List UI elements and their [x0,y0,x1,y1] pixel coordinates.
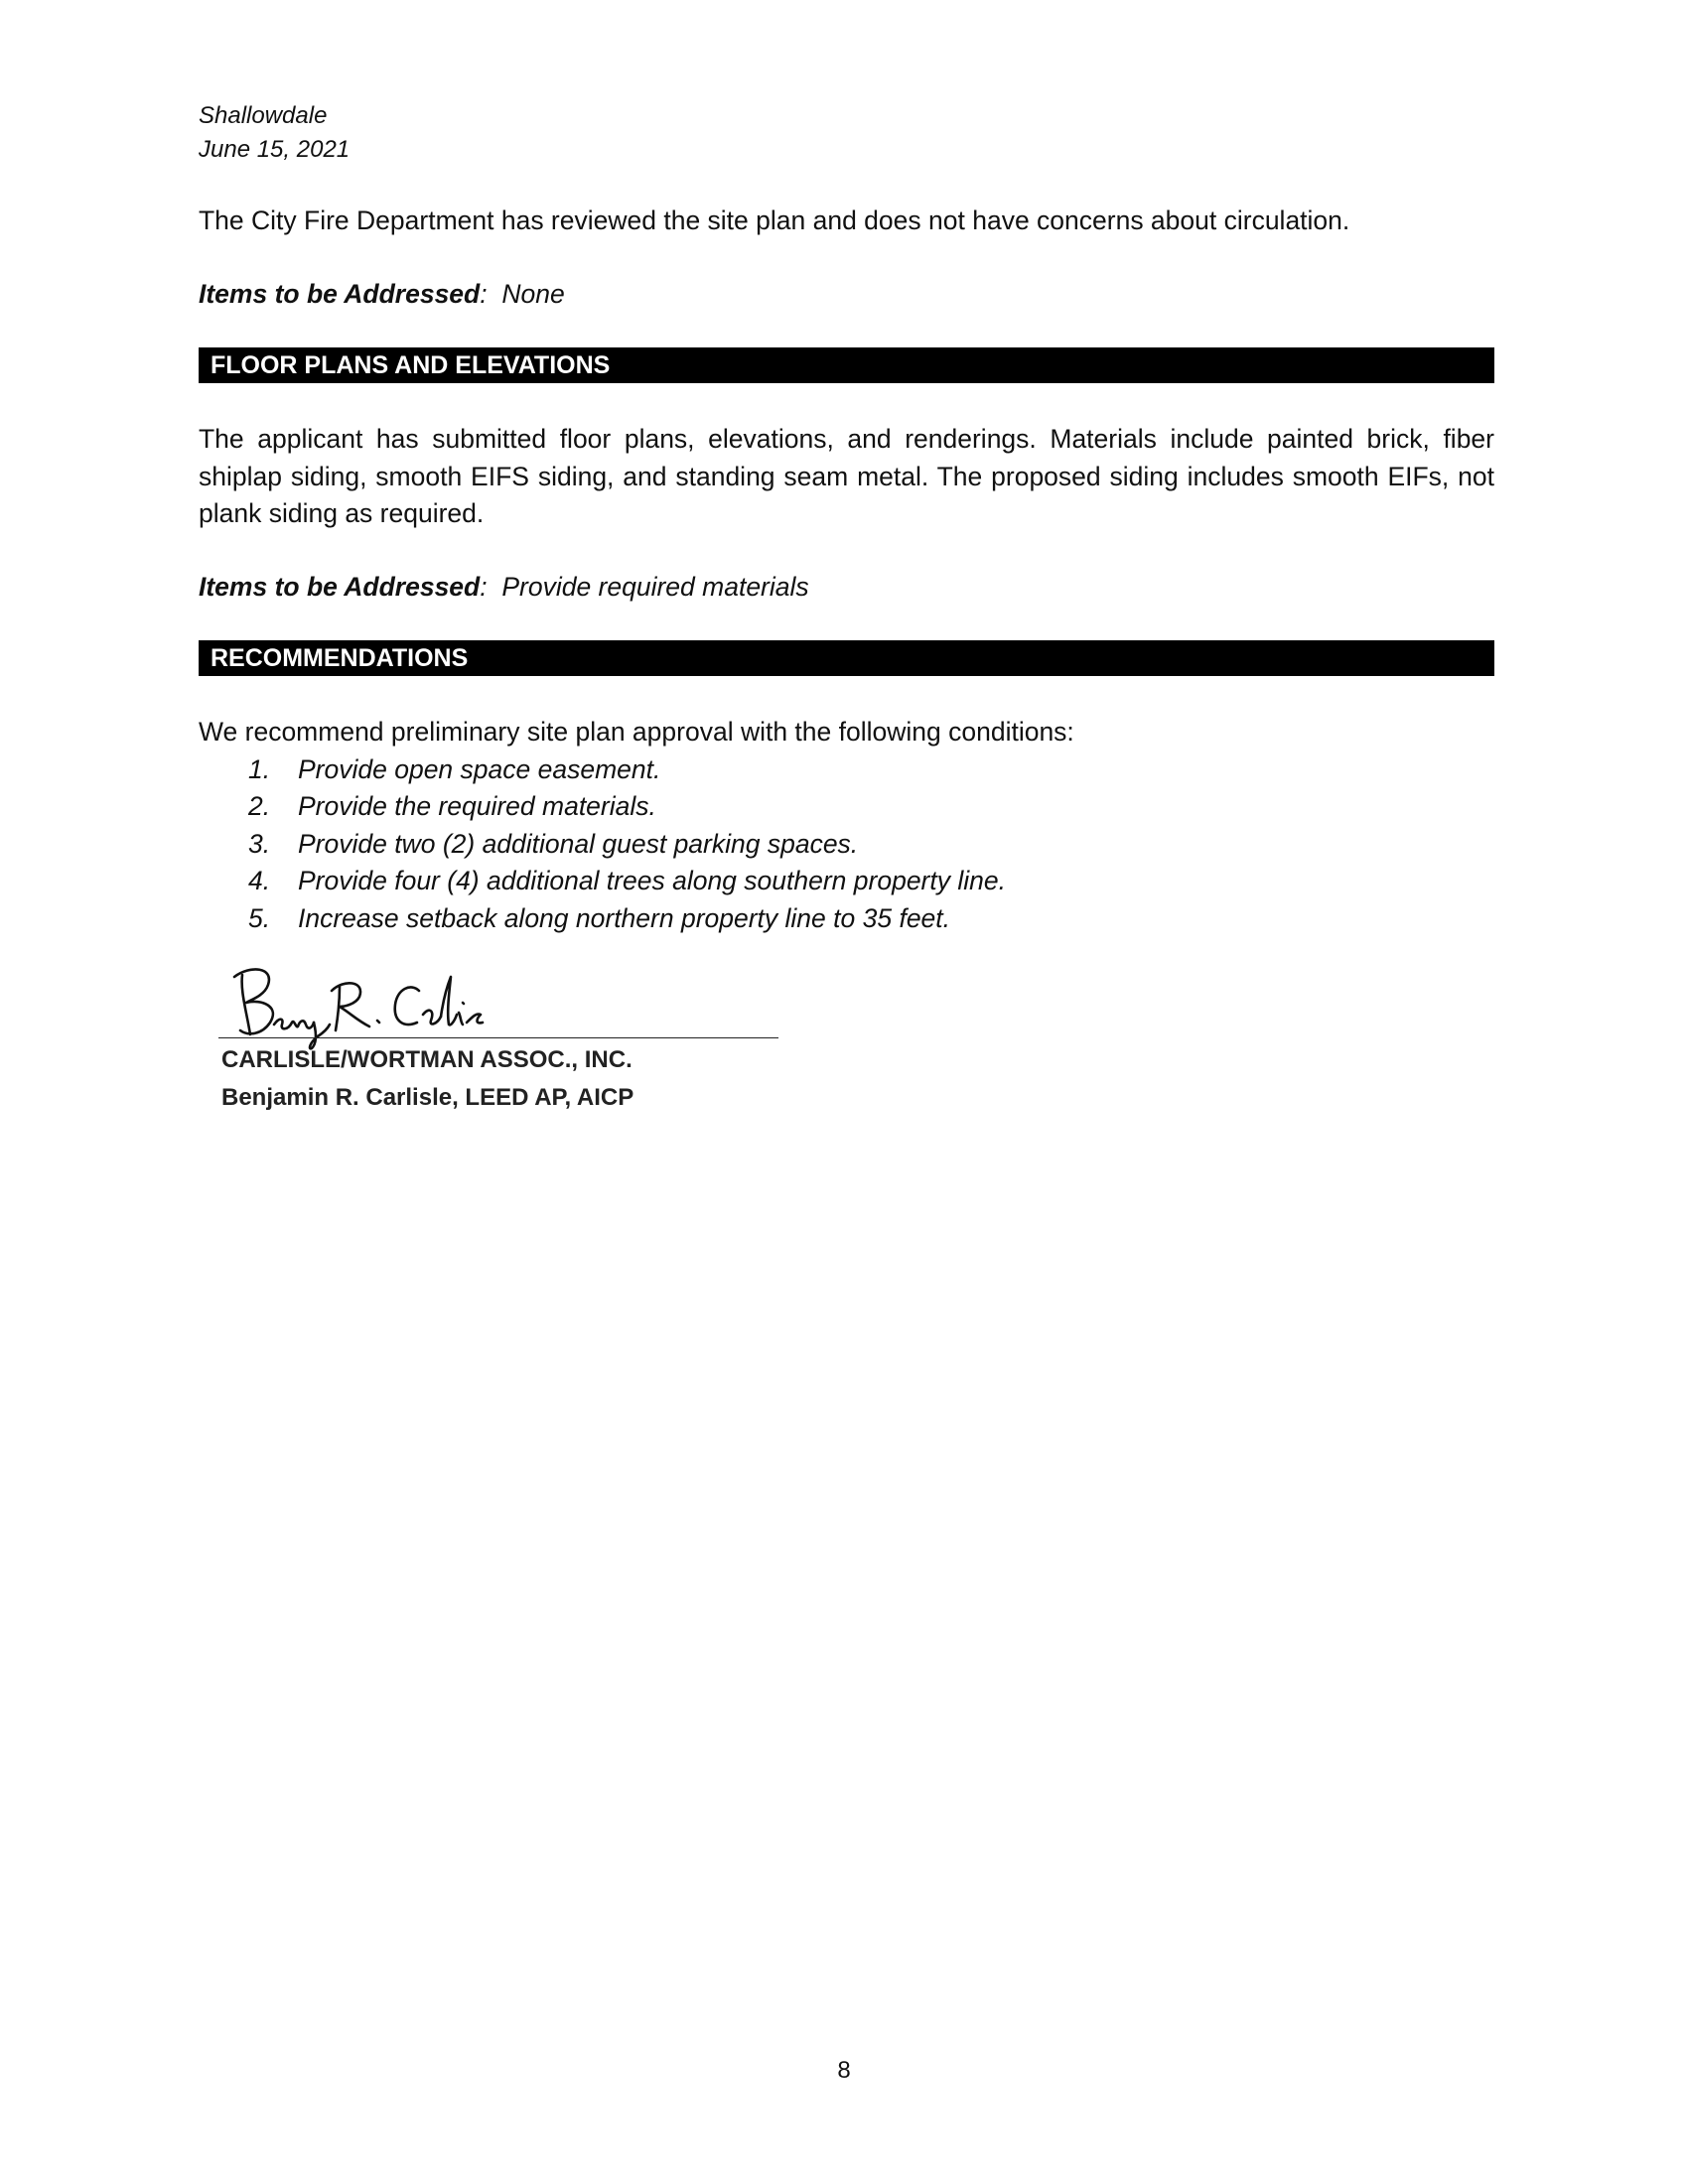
condition-number: 5. [248,902,271,933]
items-separator: : [480,278,488,309]
condition-number: 2. [248,791,271,821]
items-label: Items to be Addressed [199,278,481,309]
items-separator: : [480,571,488,602]
project-name: Shallowdale [199,102,328,129]
items-value: Provide required materials [501,571,809,602]
condition-item [199,826,1494,864]
page-number: 8 [837,2057,851,2084]
section-heading-recommendations: RECOMMENDATIONS [199,640,1494,676]
signature-line [218,1037,778,1038]
recommendations-intro: We recommend preliminary site plan approval with the following conditions: [199,717,1074,747]
condition-text: Provide the required materials. [298,791,656,821]
conditions-list [199,751,1494,938]
section-heading-floor-plans: FLOOR PLANS AND ELEVATIONS [199,347,1494,383]
condition-text: Provide open space easement. [298,753,661,784]
items-value: None [501,278,565,309]
condition-text: Provide two (2) additional guest parking spaces. [298,828,859,859]
page-content [199,99,1494,937]
condition-item [199,863,1494,900]
condition-number: 4. [248,866,271,895]
condition-text: Increase setback along northern property line to 35 feet. [298,902,951,933]
condition-item [199,751,1494,789]
condition-item [199,788,1494,826]
page-header [199,99,1494,167]
fire-department-paragraph: The City Fire Department has reviewed the site plan and does not have concerns about circulation. [199,205,1350,235]
signer-name: Benjamin R. Carlisle, LEED AP, AICP [221,1084,634,1111]
items-label: Items to be Addressed [199,571,481,602]
signature-block [199,963,814,1122]
report-date: June 15, 2021 [199,136,351,163]
floor-plans-items-to-address [199,569,1494,607]
organization-name: CARLISLE/WORTMAN ASSOC., INC. [221,1046,633,1073]
condition-number: 3. [248,828,271,859]
condition-number: 1. [248,753,271,784]
condition-text: Provide four (4) additional trees along southern property line. [298,866,1006,895]
handwritten-signature [228,963,526,1052]
fire-items-to-address [199,276,1494,314]
condition-item [199,900,1494,938]
floor-plans-paragraph: The applicant has submitted floor plans, elevations, and renderings. Materials include painted brick, fiber shiplap siding, smooth EIFS siding, and standing seam metal. The proposed siding includes smooth EIFs, not plank siding as required. [199,424,1494,528]
